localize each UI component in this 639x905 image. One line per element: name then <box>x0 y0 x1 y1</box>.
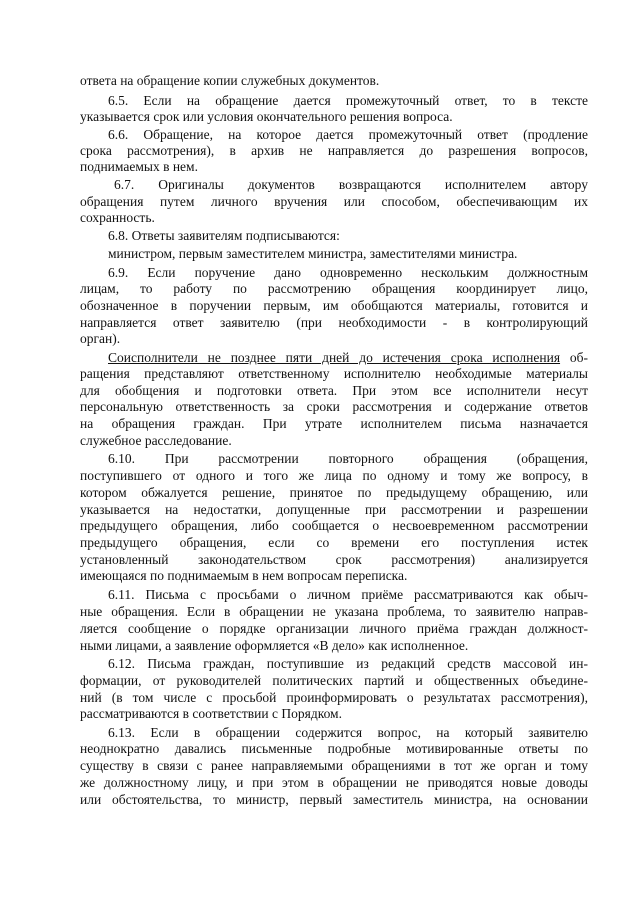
text-line: ращения представляют ответственному исполнителю необходимые материалы <box>80 366 588 381</box>
text-span: об- <box>560 350 588 365</box>
text-line: орган). <box>80 331 121 346</box>
text-line: предыдущего обращения, если со времени его поступления истек <box>80 535 588 550</box>
text-line: персональную ответственность за сроки рассмотрения и содержание ответов <box>80 399 588 414</box>
text-line: срока рассмотрения), в архив не направляется до разрешения вопросов, <box>80 143 588 158</box>
text-line: рассматриваются в соответствии с Порядком. <box>80 706 342 721</box>
text-line: 6.7. Оригиналы документов возвращаются исполнителем автору <box>114 177 588 192</box>
text-line: направляется ответ заявителю (при необходимости - в контролирующий <box>80 315 588 330</box>
text-line: ляется сообщение о порядке организации личного приёма граждан должност- <box>80 621 588 636</box>
text-line: 6.5. Если на обращение дается промежуточный ответ, то в тексте <box>108 93 588 108</box>
text-line: предыдущего обращения, либо сообщается о несвоевременном рассмотрении <box>80 518 588 533</box>
text-line: неоднократно давались письменные подробные мотивированные ответы по <box>80 741 588 756</box>
text-line: поступившего от одного и того же лица по одному и тому же вопросу, в <box>80 468 588 483</box>
text-line: ные обращения. Если в обращении не указана проблема, то заявителю направ- <box>80 604 588 619</box>
text-line: обращения путем личного вручения или способом, обеспечивающим их <box>80 194 588 209</box>
text-line: сохранность. <box>80 210 155 225</box>
text-line: формации, от руководителей политических партий и общественных объедине- <box>80 673 588 688</box>
text-line: указывается на недостатки, допущенные при рассмотрении и разрешении <box>80 502 588 517</box>
text-line: ными лицами, а заявление оформляется «В дело» как исполненное. <box>80 638 469 653</box>
text-line: 6.11. Письма с просьбами о личном приёме рассматриваются как обыч- <box>108 587 588 602</box>
text-line: 6.12. Письма граждан, поступившие из редакций средств массовой ин- <box>108 656 588 671</box>
text-line: котором обжалуется решение, принятое по предыдущему обращению, или <box>80 485 588 500</box>
text-line: служебное расследование. <box>80 433 232 448</box>
text-line: поднимаемых в нем. <box>80 159 198 174</box>
text-line: указывается срок или условия окончательного решения вопроса. <box>80 109 453 124</box>
text-line: министром, первым заместителем министра, заместителями министра. <box>108 246 518 261</box>
text-line: 6.6. Обращение, на которое дается промежуточный ответ (продление <box>108 127 588 142</box>
text-line: ответа на обращение копии служебных документов. <box>80 73 380 88</box>
text-line: 6.13. Если в обращении содержится вопрос, на который заявителю <box>108 725 588 740</box>
underlined-text: Соисполнители не позднее пяти дней до истечения срока исполнения <box>108 350 561 365</box>
text-line: для обобщения и подготовки ответа. При этом все исполнители несут <box>80 383 588 398</box>
text-line: или обстоятельства, то министр, первый заместитель министра, на основании <box>80 792 588 807</box>
text-line <box>108 350 588 366</box>
text-line: на обращения граждан. При утрате исполнителем письма назначается <box>80 416 588 431</box>
text-line: 6.8. Ответы заявителям подписываются: <box>108 228 340 243</box>
text-line: лицам, то работу по рассмотрению обращения координирует лицо, <box>80 281 588 296</box>
text-line: имеющаяся по поднимаемым в нем вопросам переписка. <box>80 568 408 583</box>
text-line: установленный законодательством срок рассмотрения) анализируется <box>80 552 588 567</box>
text-line: 6.10. При рассмотрении повторного обращения (обращения, <box>108 451 588 466</box>
text-line: 6.9. Если поручение дано одновременно нескольким должностным <box>108 265 588 280</box>
text-line: обозначенное в поручении первым, им обобщаются материалы, готовится и <box>80 298 588 313</box>
text-line: же должностному лицу, и при этом в обращении не приводятся новые доводы <box>80 775 588 790</box>
text-line: существу в связи с ранее направляемыми обращениями в тот же орган и тому <box>80 758 588 773</box>
text-line: ний (в том числе с просьбой проинформировать о результатах рассмотрения), <box>80 690 588 705</box>
